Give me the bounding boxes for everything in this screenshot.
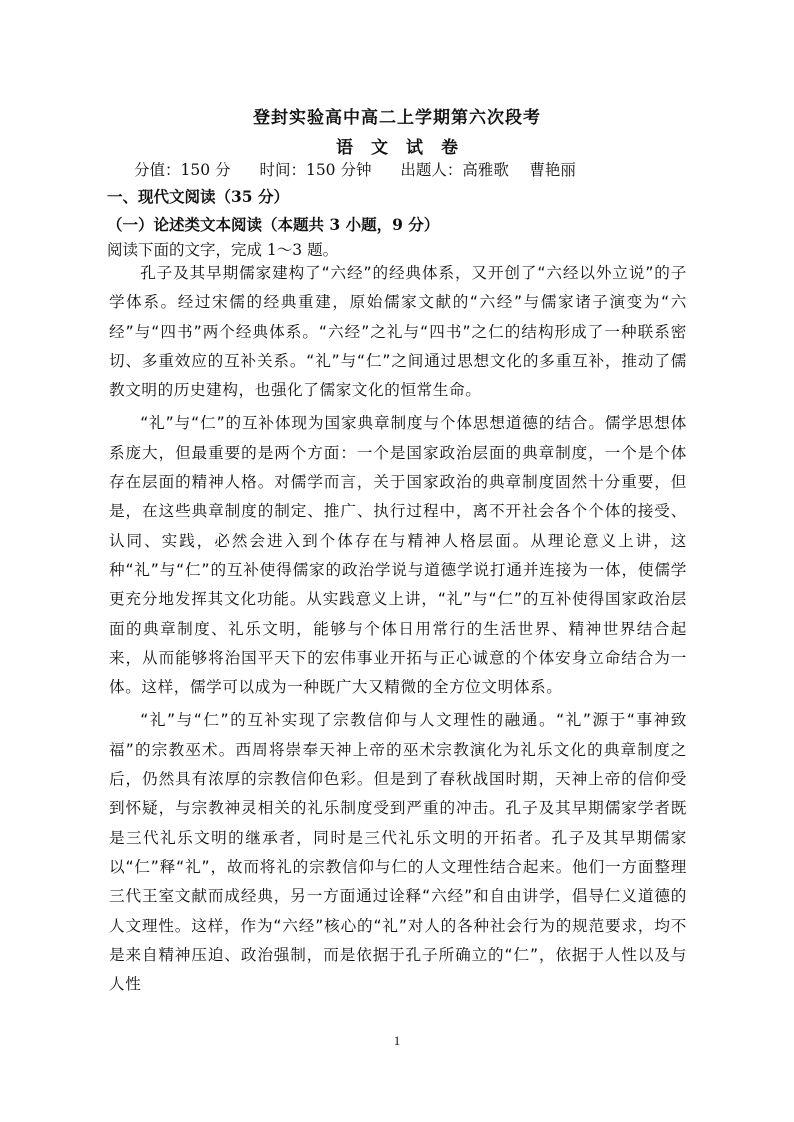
page-number: 1 <box>393 1033 401 1048</box>
passage-paragraph: “礼”与“仁”的互补实现了宗教信仰与人文理性的融通。“礼”源于“事神致福”的宗教巫术。西周将崇奉天神上帝的巫术宗教演化为礼乐文化的典章制度之后，仍然具有浓厚的宗教信仰色彩。但是到了春秋战国时期，天神上帝的信仰受到怀疑，与宗教神灵相关的礼乐制度受到严重的冲击。孔子及其早期儒家学者既是三代礼乐文明的继承者，同时是三代礼乐文明的开拓者。孔子及其早期儒家以“仁”释“礼”，故而将礼的宗教信仰与仁的人文理性结合起来。他们一方面整理三代王室文献而成经典，另一方面通过诠释“六经”和自由讲学，倡导仁义道德的人文理性。这样，作为“六经”核心的“礼”对人的各种社会行为的规范要求，均不是来自精神压迫、政治强制，而是依据于孔子所确立的“仁”，依据于人性以及与人性 <box>109 711 687 994</box>
time-info: 时间：150 分钟 <box>259 161 372 179</box>
passage-paragraph: 孔子及其早期儒家建构了“六经”的经典体系，又开创了“六经以外立说”的子学体系。经过宋儒的经典重建，原始儒家文献的“六经”与儒家诸子演变为“六经”与“四书”两个经典体系。“六经”之礼与“四书”之仁的结构形成了一种联系密切、多重效应的互补关系。“礼”与“仁”之间通过思想文化的多重互补，推动了儒教文明的历史建构，也强化了儒家文化的恒常生命。 <box>109 264 687 400</box>
exam-subtitle: 语文试卷 <box>336 138 476 158</box>
passage-paragraph: “礼”与“仁”的互补体现为国家典章制度与个体思想道德的结合。儒学思想体系庞大，但最重要的是两个方面：一个是国家政治层面的典章制度，一个是个体存在层面的精神人格。对儒学而言，关于国家政治的典章制度固然十分重要，但是，在这些典章制度的制定、推广、执行过程中，离不开社会各个个体的接受、认同、实践，必然会进入到个体存在与精神人格层面。从理论意义上讲，这种“礼”与“仁”的互补使得儒家的政治学说与道德学说打通并连接为一体，使儒学更充分地发挥其文化功能。从实践意义上讲，“礼”与“仁”的互补使得国家政治层面的典章制度、礼乐文明，能够与个体日用常行的生活世界、精神世界结合起来，从而能够将治国平天下的宏伟事业开拓与正心诚意的个体安身立命结合为一体。这样，儒学可以成为一种既广大又精微的全方位文明体系。 <box>109 414 687 697</box>
score-info: 分值：150 分 <box>134 161 231 179</box>
exam-meta <box>134 158 734 180</box>
reading-passage <box>109 259 687 999</box>
exam-title: 登封实验高中高二上学期第六次段考 <box>253 108 541 128</box>
author-info: 出题人：高雅歌 曹艳丽 <box>400 161 576 179</box>
subsection-title: （一）论述类文本阅读（本题共 3 小题，9 分） <box>107 215 440 234</box>
section-title: 一、现代文阅读（35 分） <box>107 187 289 206</box>
reading-instruction: 阅读下面的文字，完成 1～3 题。 <box>107 241 339 259</box>
